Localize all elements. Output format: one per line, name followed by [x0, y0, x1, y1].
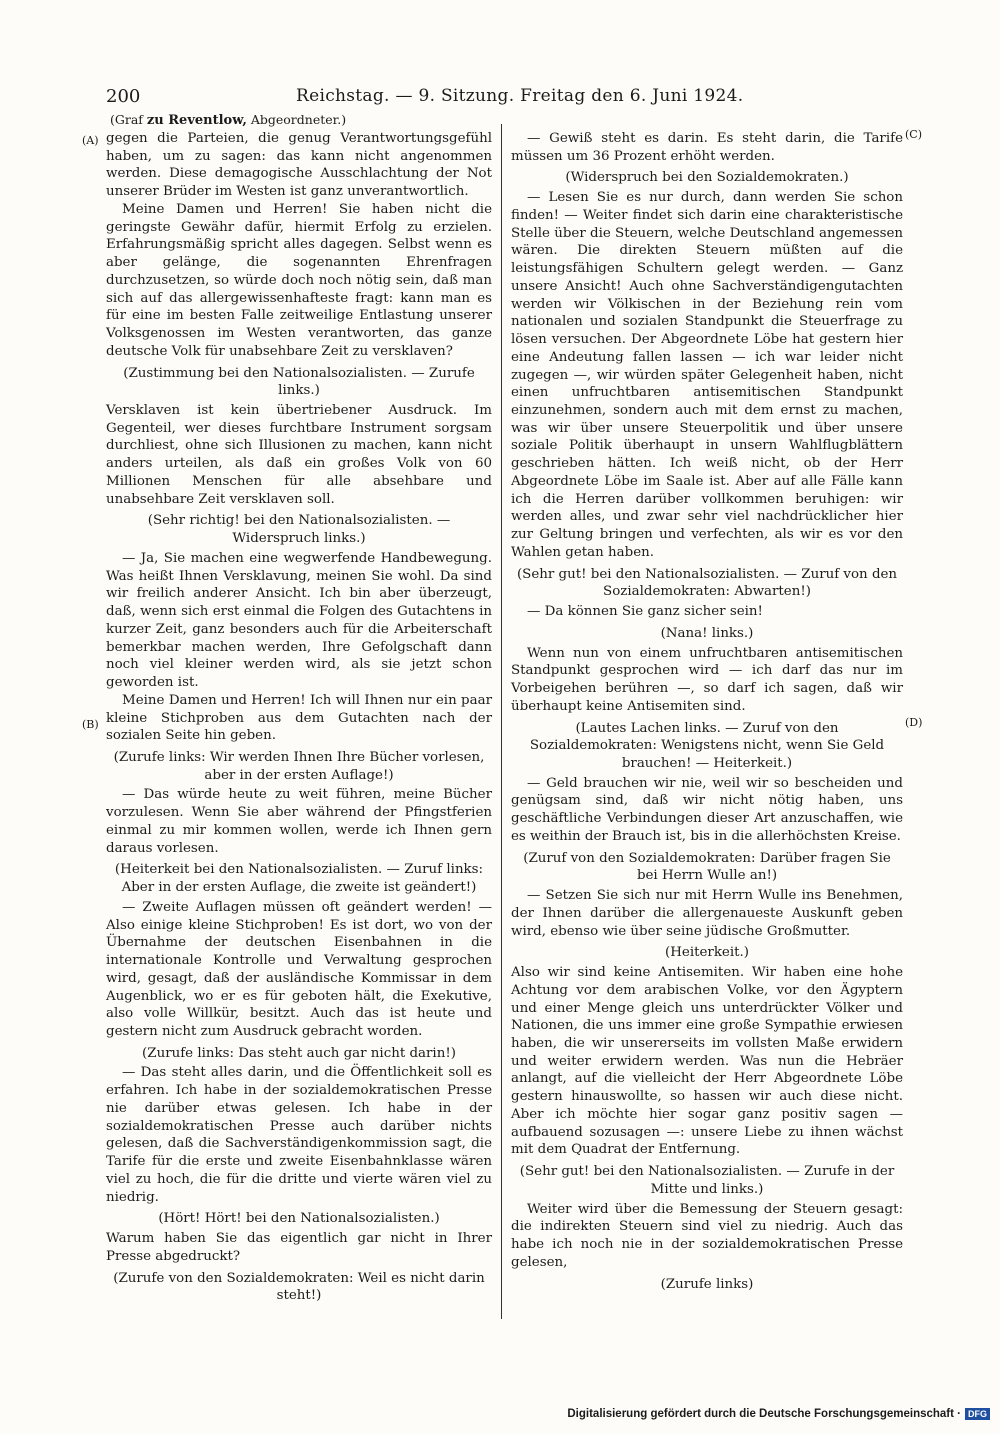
right-column: [511, 130, 903, 1295]
interjection: (Widerspruch bei den Sozialdemokraten.): [565, 170, 849, 186]
interjection: (Heiterkeit bei den Nationalsozialisten. — Zuruf links: Aber in der ersten Auflage, die zweite ist geändert!): [114, 862, 484, 896]
paragraph: — Da können Sie ganz sicher sein!: [527, 604, 763, 620]
speaker-name: zu Reventlow,: [146, 113, 247, 128]
margin-mark-b: (B): [82, 718, 99, 731]
digitization-credit: [567, 1408, 990, 1420]
paragraph: — Ja, Sie machen eine wegwerfende Handbewegung. Was heißt Ihnen Versklavung, meinen Sie wohl. Da sind wir freilich anderer Ansicht. Ich bin aber überzeugt, daß, wenn sich erst einmal die Folgen des Gutachtens in kurzer Zeit, ganz besonders auch für die Arbeiterschaft bemerkbar machen werden, Ihre Gefolgschaft dann noch viel kleiner werden wird, als sie jetzt schon geworden ist.: [106, 550, 492, 691]
paragraph: — Setzen Sie sich nur mit Herrn Wulle ins Benehmen, der Ihnen darüber die allergenaueste Auskunft geben wird, ebenso wie über seine jüdische Großmutter.: [511, 888, 903, 939]
paragraph: Meine Damen und Herren! Sie haben nicht die geringste Gewähr dafür, hiermit Erfolg zu erzielen. Erfahrungsmäßig spricht alles dagegen. Selbst wenn es aber gelänge, die sogenannten Ehrenfragen durchzusetzen, so würde doch noch nötig sein, daß man sich auf das allergewissenhafteste fragt: kann man es für eine im besten Falle zeitweilige Entlastung unserer Volksgenossen im Westen verantworten, das ganze deutsche Volk für unabsehbare Zeit zu versklaven?: [106, 201, 492, 359]
interjection: (Nana! links.): [660, 625, 754, 641]
credit-text: Digitalisierung gefördert durch die Deutsche Forschungsgemeinschaft ·: [567, 1408, 961, 1421]
paragraph: — Das steht alles darin, und die Öffentlichkeit soll es erfahren. Ich habe in der sozialdemokratischen Presse nie darüber etwas gelesen. Ich habe in der sozialdemokratischen Presse auch darüber nichts gelesen, daß die Sachverständigenkommission sagt, die Tarife für die erste und zweite Eisenbahnklasse wären viel zu hoch, die für die dritte und vierte wären viel zu niedrig.: [106, 1065, 492, 1205]
paragraph: Weiter wird über die Bemessung der Steuern gesagt: die indirekten Steuern sind viel zu niedrig. Auch das habe ich noch nie in der sozialdemokratischen Presse gelesen,: [511, 1201, 903, 1270]
paragraph: Wenn nun von einem unfruchtbaren antisemitischen Standpunkt gesprochen wird — ich darf das nur im Vorbeigehen berühren —, so darf ich sagen, daß wir überhaupt keine Antisemiten sind.: [511, 645, 903, 714]
interjection: (Zurufe von den Sozialdemokraten: Weil es nicht darin steht!): [113, 1270, 485, 1304]
speaker-prefix: (Graf: [110, 112, 147, 127]
paragraph: Meine Damen und Herren! Ich will Ihnen nur ein paar kleine Stichproben aus dem Gutachten nach der sozialen Seite hin geben.: [106, 692, 492, 744]
paragraph: gegen die Parteien, die genug Verantwortungsgefühl haben, um zu sagen: das kann nicht angenommen werden. Diese demagogische Ausschlachtung der Not unserer Brüder im Westen ist ganz unverantwortlich.: [106, 131, 492, 200]
paragraph: — Das würde heute zu weit führen, meine Bücher vorzulesen. Wenn Sie aber während der Pfingstferien einmal zu mir kommen wollen, werde ich Ihnen gern daraus vorlesen.: [106, 787, 492, 856]
column-divider: [501, 124, 502, 1319]
margin-mark-c: (C): [905, 128, 922, 141]
running-title: Reichstag. — 9. Sitzung. Freitag den 6. Juni 1924.: [296, 86, 744, 106]
interjection: (Zurufe links: Wir werden Ihnen Ihre Bücher vorlesen, aber in der ersten Auflage!): [113, 749, 485, 783]
interjection: (Zurufe links: Das steht auch gar nicht darin!): [142, 1045, 456, 1061]
dfg-logo: DFG: [965, 1408, 990, 1420]
margin-mark-a: (A): [82, 134, 99, 147]
speaker-line: [110, 112, 346, 128]
interjection: (Zustimmung bei den Nationalsozialisten. — Zurufe links.): [123, 365, 475, 399]
paragraph: — Zweite Auflagen müssen oft geändert werden! — Also einige kleine Stichproben! Es ist dort, wo von der Übernahme der deutschen Eisenbahnen in die internationale Kontrolle und Verwaltung gesprochen wird, gesagt, daß der ausländische Kommissar in dem Augenblick, wo er es für geboten hält, die Exekutive, also volle Willkür, besitzt. Auch das ist heute und gestern nicht zum Ausdruck gebracht worden.: [106, 899, 492, 1039]
interjection: (Hört! Hört! bei den Nationalsozialisten.): [158, 1211, 440, 1227]
paragraph: — Geld brauchen wir nie, weil wir so bescheiden und genügsam sind, daß wir nicht nötig haben, uns geschäftliche Verbindungen dieser Art anzuschaffen, wie es weithin der Brauch ist, bis in die allerhöchsten Kreise.: [511, 775, 903, 844]
left-column: [106, 130, 492, 1307]
paragraph: Also wir sind keine Antisemiten. Wir haben eine hohe Achtung vor dem arabischen Volke, vor den Ägyptern und einer Menge gleich uns unterdrückter Völker und Nationen, die uns immer eine große Sympathie erwiesen haben, die wir unsererseits im vollsten Maße erwidern und weiter erwidern werden. Was nun die Hebräer anlangt, auf die vielleicht der Herr Abgeordnete Löbe gestern hinauswollte, so hassen wir auch diese nicht. Aber ich möchte hier sogar ganz positiv sagen — aufbauend sozusagen —: unsere Liebe zu ihnen wächst mit dem Quadrat der Entfernung.: [511, 965, 903, 1158]
speaker-role: Abgeordneter.): [246, 112, 347, 127]
paragraph: — Gewiß steht es darin. Es steht darin, die Tarife müssen um 36 Prozent erhöht werden.: [511, 131, 903, 164]
margin-mark-d: (D): [905, 716, 923, 729]
paragraph: Warum haben Sie das eigentlich gar nicht in Ihrer Presse abgedruckt?: [106, 1231, 492, 1264]
interjection: (Sehr gut! bei den Nationalsozialisten. — Zuruf von den Sozialdemokraten: Abwarten!): [516, 566, 898, 600]
page-header: [106, 86, 744, 110]
interjection: (Zurufe links): [660, 1276, 754, 1292]
interjection: (Zuruf von den Sozialdemokraten: Darüber fragen Sie bei Herrn Wulle an!): [523, 850, 891, 884]
paragraph: Versklaven ist kein übertriebener Ausdruck. Im Gegenteil, wer dieses furchtbare Instrument sorgsam durchliest, ohne sich Illusionen zu machen, kann nicht anders urteilen, als daß ein großes Volk von 60 Millionen Menschen für alle absehbare und unabsehbare Zeit versklaven soll.: [106, 403, 492, 507]
interjection: (Sehr gut! bei den Nationalsozialisten. — Zurufe in der Mitte und links.): [519, 1164, 895, 1197]
interjection: (Lautes Lachen links. — Zuruf von den Sozialdemokraten: Wenigstens nicht, wenn Sie Geld brauchen! — Heiterkeit.): [529, 720, 885, 771]
interjection: (Sehr richtig! bei den Nationalsozialisten. — Widerspruch links.): [147, 513, 451, 547]
page-number: 200: [106, 86, 141, 107]
interjection: (Heiterkeit.): [665, 945, 749, 961]
paragraph: — Lesen Sie es nur durch, dann werden Sie schon finden! — Weiter findet sich darin eine charakteristische Stelle über die Steuern, welche Deutschland angemessen wären. Die direkten Steuern müßten auf die leistungsfähigen Schultern gelegt werden. — Ganz unsere Ansicht! Auch ohne Sachverständigengutachten werden wir Völkischen in der Beziehung rein vom nationalen und sozialen Standpunkt die Steuerfrage zu lösen versuchen. Der Abgeordnete Löbe hat gestern hier eine Andeutung fallen lassen — ich war leider nicht zugegen —, wir würden später Gelegenheit haben, nicht einen unfruchtbaren antisemitischen Standpunkt einzunehmen, sondern auch mit dem ernst zu machen, was wir über unsere Steuerpolitik und über unsere soziale Politik überhaupt in unsern Wahlflugblättern geschrieben hätten. Ich weiß nicht, ob der Herr Abgeordnete Löbe im Saale ist. Aber auf alle Fälle kann ich die Herren darüber vollkommen beruhigen: wir werden alles, und zwar sehr viel nachdrücklicher hier zur Geltung bringen und verfechten, als wir es vor den Wahlen getan haben.: [511, 190, 903, 560]
